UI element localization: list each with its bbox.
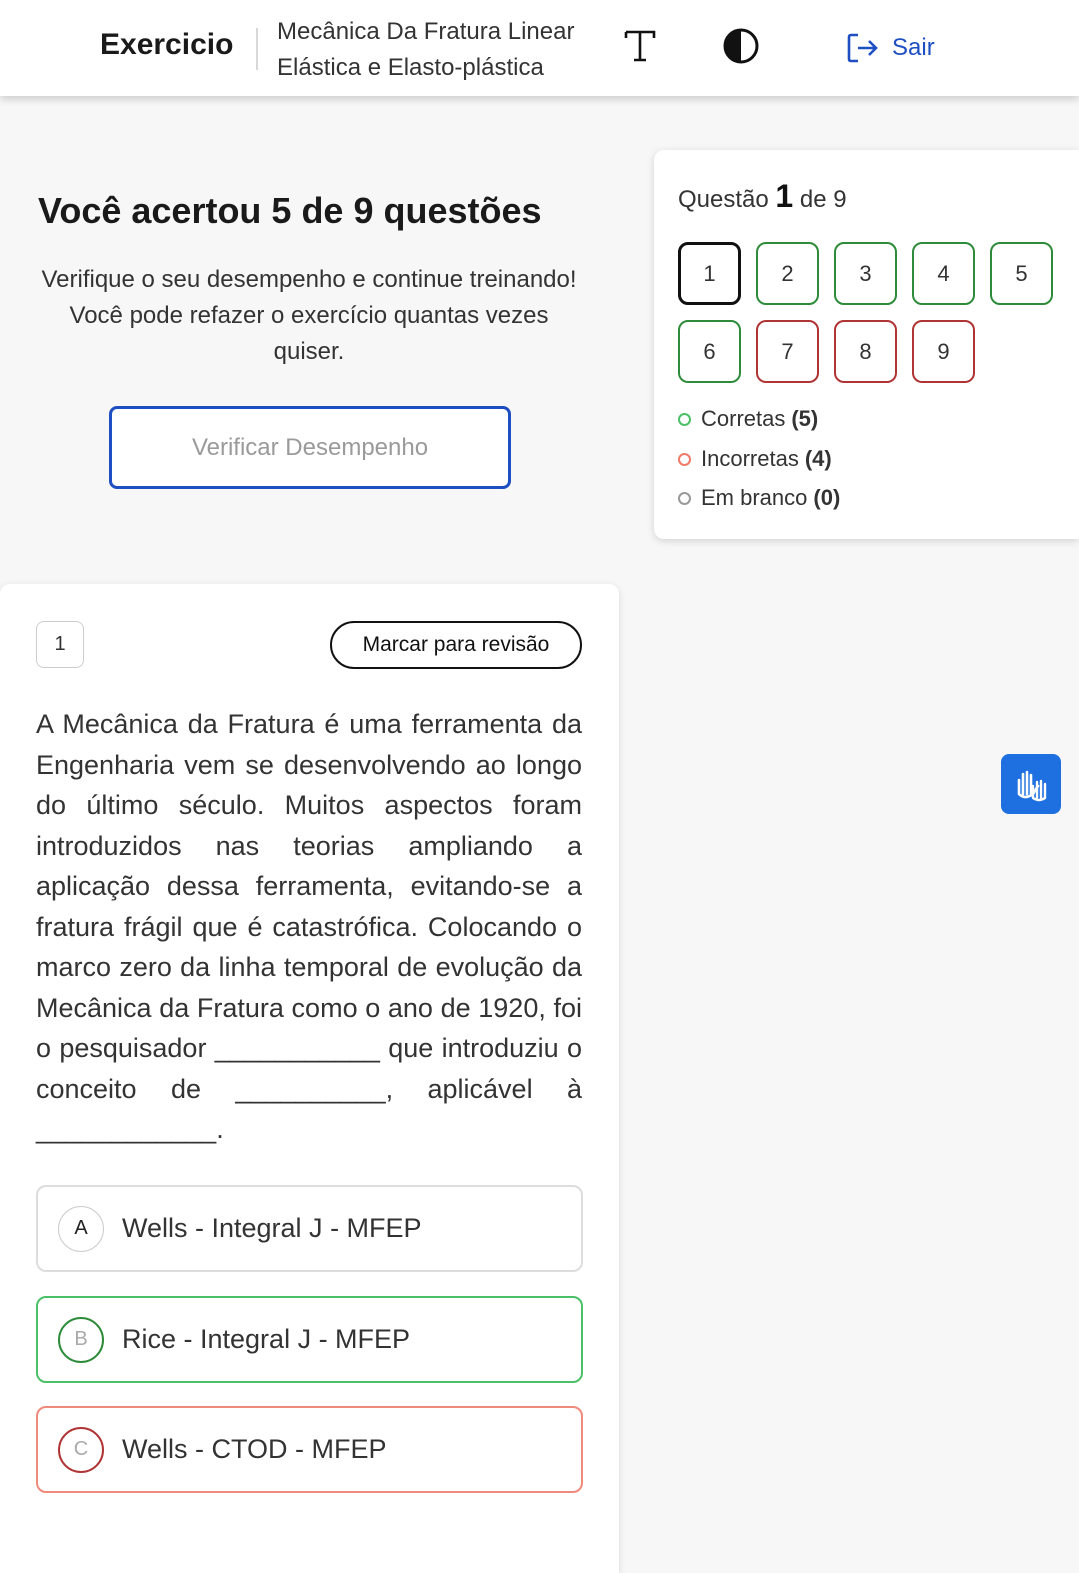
header-divider (256, 28, 258, 70)
question-button-3[interactable]: 3 (834, 242, 897, 305)
question-button-8[interactable]: 8 (834, 320, 897, 383)
course-title-line2: Elástica e Elasto-plástica (277, 54, 544, 81)
question-counter (678, 178, 847, 215)
legend-correct-count: (5) (791, 406, 819, 431)
counter-current: 1 (775, 178, 794, 214)
top-header (0, 0, 1079, 96)
contrast-icon[interactable] (722, 27, 760, 65)
legend-wrong-dot (678, 453, 691, 466)
question-button-7[interactable]: 7 (756, 320, 819, 383)
result-description: Verifique o seu desempenho e continue treinando! Você pode refazer o exercício quantas vezes quiser. (41, 266, 577, 365)
app-brand: Exercicio (100, 28, 234, 61)
option-letter: C (58, 1427, 104, 1473)
legend-blank (678, 485, 840, 511)
question-button-2[interactable]: 2 (756, 242, 819, 305)
answer-option-b[interactable] (36, 1296, 583, 1383)
legend-correct-dot (678, 413, 691, 426)
option-letter: B (58, 1317, 104, 1363)
legend-wrong-count: (4) (804, 446, 832, 471)
course-title-line1: Mecânica Da Fratura Linear (277, 18, 575, 45)
option-text: Wells - Integral J - MFEP (122, 1213, 422, 1243)
legend-blank-label: Em branco (701, 485, 808, 510)
course-title (277, 14, 574, 86)
question-button-6[interactable]: 6 (678, 320, 741, 383)
question-number-badge: 1 (36, 621, 84, 668)
question-text: A Mecânica da Fratura é uma ferramenta da Engenharia vem se desenvolvendo ao longo do último século. Muitos aspectos foram introduzidos nas teorias ampliando a aplicação dessa ferramenta, evitando-se a fratura frágil que é catastrófica. Colocando o marco zero da linha temporal de evolução da Mecânica da Fratura como o ano de 1920, foi o pesquisador ___________ que introduziu o conceito de __________, aplicável à ____________. (36, 709, 582, 1144)
counter-suffix: de 9 (799, 186, 847, 213)
logout-button[interactable] (846, 30, 935, 66)
logout-label: Sair (892, 34, 935, 61)
option-text: Rice - Integral J - MFEP (122, 1324, 411, 1354)
question-card (0, 584, 619, 1573)
question-button-4[interactable]: 4 (912, 242, 975, 305)
legend-wrong (678, 446, 832, 472)
question-button-5[interactable]: 5 (990, 242, 1053, 305)
answer-option-a[interactable] (36, 1185, 583, 1272)
legend-correct-label: Corretas (701, 406, 786, 431)
legend-blank-count: (0) (813, 485, 841, 510)
legend-blank-dot (678, 492, 691, 505)
option-text: Wells - CTOD - MFEP (122, 1434, 387, 1464)
option-letter: A (58, 1206, 104, 1252)
sign-language-hands-icon (1011, 764, 1051, 804)
question-button-9[interactable]: 9 (912, 320, 975, 383)
legend-correct (678, 406, 818, 432)
sign-language-button[interactable] (1001, 754, 1061, 814)
result-title: Você acertou 5 de 9 questões (38, 190, 542, 231)
question-navigator (654, 150, 1079, 539)
answer-option-c[interactable] (36, 1406, 583, 1493)
verify-performance-button[interactable]: Verificar Desempenho (109, 406, 511, 489)
logout-icon (846, 32, 880, 64)
font-size-icon[interactable] (622, 26, 658, 66)
mark-for-review-button[interactable]: Marcar para revisão (330, 621, 582, 669)
question-button-1[interactable]: 1 (678, 242, 741, 305)
counter-prefix: Questão (678, 186, 769, 213)
legend-wrong-label: Incorretas (701, 446, 799, 471)
